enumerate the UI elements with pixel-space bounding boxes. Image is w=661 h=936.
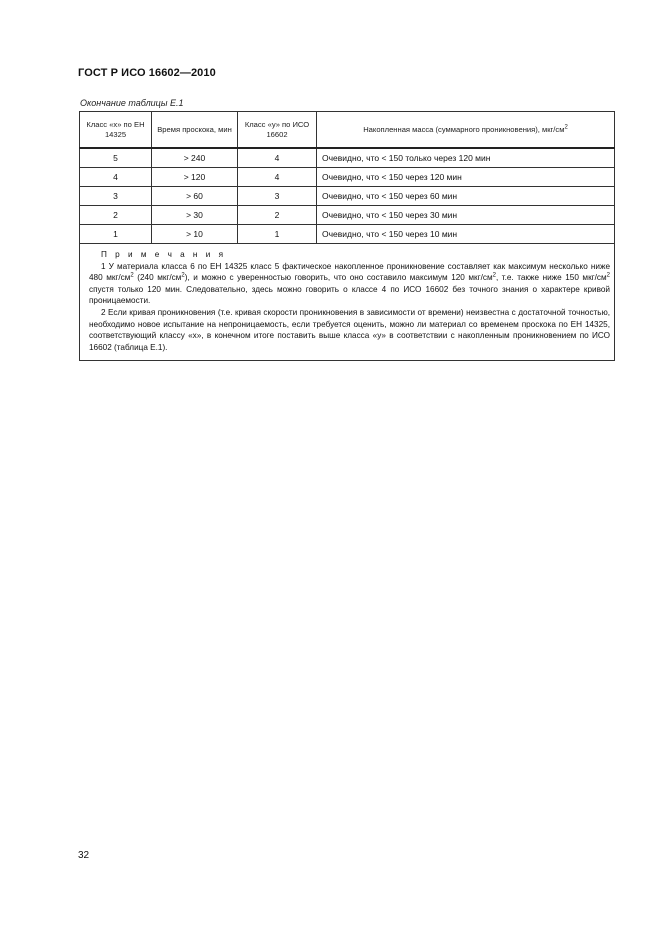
- cell-class-x: 3: [80, 187, 152, 206]
- table-row: [80, 206, 615, 225]
- cell-class-x: 2: [80, 206, 152, 225]
- cell-breakthrough: > 60: [152, 187, 238, 206]
- col-header-accumulated-mass: Накопленная масса (суммарного проникновения), мкг/$см^2$: [317, 112, 615, 149]
- note-2: 2 Если кривая проникновения (т.е. кривая скорости проникновения в зависимости от времени) неизвестна с достаточной точностью, необходимо новое испытание на непроницаемость, если требуется оценить, можно ли материал со временем проскока по ЕН 14325, соответствующий классу «х», в конечном итоге поставить выше класса «у» в соответствии с накопленным проникновением по ИСО 16602 (таблица Е.1).: [89, 307, 610, 352]
- cell-breakthrough: > 120: [152, 168, 238, 187]
- table-header-row: [80, 112, 615, 149]
- notes-title: П р и м е ч а н и я: [101, 250, 227, 259]
- cell-mass: Очевидно, что < 150 через 120 мин: [317, 168, 615, 187]
- cell-class-x: 4: [80, 168, 152, 187]
- page-number: 32: [78, 850, 90, 861]
- cell-mass: Очевидно, что < 150 через 10 мин: [317, 225, 615, 244]
- table-row: [80, 225, 615, 244]
- cell-breakthrough: > 10: [152, 225, 238, 244]
- cell-class-y: 1: [238, 225, 317, 244]
- cell-class-y: 3: [238, 187, 317, 206]
- cell-class-y: 4: [238, 168, 317, 187]
- cell-mass: Очевидно, что < 150 через 60 мин: [317, 187, 615, 206]
- classification-table: [79, 111, 615, 361]
- col-header-class-y: Класс «у» по ИСО 16602: [238, 112, 317, 149]
- col-header-breakthrough-time: Время проскока, мин: [152, 112, 238, 149]
- table-row: [80, 187, 615, 206]
- col-header-class-x: Класс «х» по ЕН 14325: [80, 112, 152, 149]
- cell-mass: Очевидно, что < 150 только через 120 мин: [317, 148, 615, 168]
- note-1: 1 У материала класса 6 по ЕН 14325 класс 5 фактическое накопленное проникновение составляет как максимум несколько ниже 480 мкг/$см^2$ (240 мкг/$см^2$), и можно с уверенностью говорить, что оно составило максимум 120 мкг/$см^2$, т.е. также ниже 150 мкг/$см^2$ спустя только 120 мин. Следовательно, здесь можно говорить о классе 4 по ИСО 16602 без точного знания о характере кривой проницаемости.: [89, 261, 610, 306]
- table-row: [80, 168, 615, 187]
- cell-class-x: 5: [80, 148, 152, 168]
- table-notes-row: [80, 244, 615, 361]
- table-row: [80, 148, 615, 168]
- table-notes: [80, 244, 615, 361]
- cell-class-x: 1: [80, 225, 152, 244]
- cell-mass: Очевидно, что < 150 через 30 мин: [317, 206, 615, 225]
- cell-class-y: 2: [238, 206, 317, 225]
- cell-class-y: 4: [238, 148, 317, 168]
- cell-breakthrough: > 240: [152, 148, 238, 168]
- cell-breakthrough: > 30: [152, 206, 238, 225]
- table-caption: Окончание таблицы Е.1: [80, 98, 184, 108]
- document-header: ГОСТ Р ИСО 16602—2010: [78, 67, 216, 79]
